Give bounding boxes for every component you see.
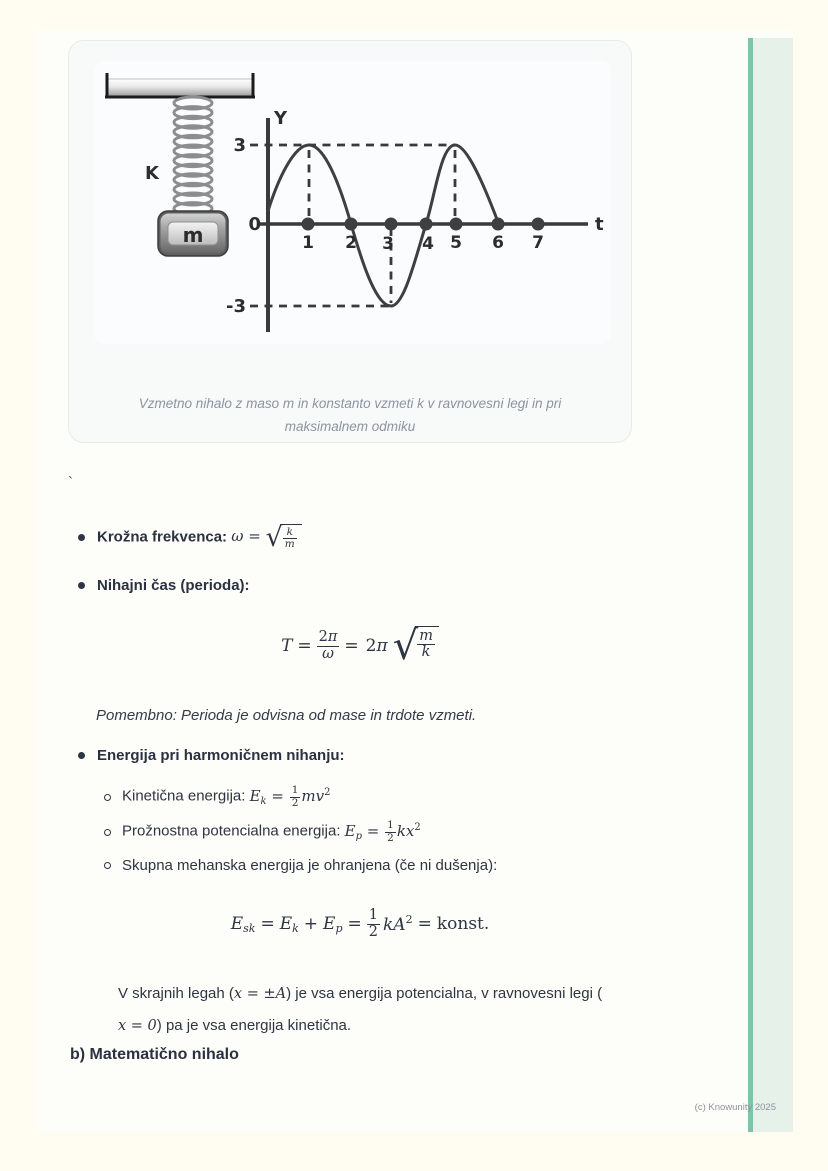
- list-item-label: Krožna frekvenca:: [97, 528, 228, 545]
- math-x-pm-A: x = ±A: [233, 986, 287, 1002]
- math-E: E: [323, 913, 336, 934]
- x-axis-label: t: [595, 214, 604, 235]
- mass-label: m: [182, 223, 204, 247]
- frac-num: k: [286, 525, 293, 538]
- math-equals: =: [266, 787, 289, 805]
- svg-text:3: 3: [382, 234, 394, 254]
- formula-period: [100, 622, 620, 670]
- math-sub: p: [335, 921, 343, 935]
- math-sup: 2: [405, 913, 413, 926]
- spring-mass-graph-svg: [94, 61, 611, 344]
- frac-num: 1: [291, 784, 299, 797]
- math-plus: +: [303, 914, 319, 934]
- svg-text:4: 4: [422, 234, 434, 254]
- math-equals: =: [417, 914, 432, 934]
- math-equals: =: [344, 636, 359, 656]
- spring-coil: [174, 97, 212, 215]
- sublist-item-label: Prožnostna potencialna energija:: [122, 823, 345, 840]
- note-pomembno: Pomembno: Perioda je odvisna od mase in trdote vzmeti.: [96, 707, 477, 724]
- frac-half: [290, 785, 301, 808]
- math-x-0: x = 0: [118, 1018, 157, 1034]
- origin-label: 0: [248, 214, 261, 235]
- bullet-icon: [78, 582, 85, 589]
- svg-text:5: 5: [450, 233, 462, 253]
- radical-sign: √: [265, 521, 283, 553]
- frac-num: 1: [368, 907, 378, 924]
- figure-caption: Vzmetno nihalo z maso m in konstanto vzmeti k v ravnovesni legi in pri maksimalnem odmiku: [138, 396, 562, 434]
- math-body: kx: [396, 822, 415, 840]
- paragraph-energy-positions: [118, 978, 634, 1042]
- math-equals: =: [260, 914, 275, 934]
- sublist-item-kineticna: [104, 785, 330, 809]
- y-max-label: 3: [233, 135, 246, 156]
- heading-matematicno-nihalo: b) Matematično nihalo: [70, 1046, 239, 1063]
- svg-text:2: 2: [345, 233, 357, 253]
- math-T: T: [281, 636, 293, 656]
- stray-character: `: [68, 474, 73, 491]
- svg-text:7: 7: [532, 233, 544, 253]
- math-body: mv: [301, 787, 325, 805]
- frac-num: m: [419, 628, 433, 644]
- frac-half: [367, 908, 380, 939]
- page-accent-bar: [748, 38, 793, 1132]
- bullet-icon: [78, 534, 85, 541]
- spring-constant-label: K: [145, 163, 159, 184]
- svg-text:6: 6: [492, 233, 504, 253]
- math-sqrt: [265, 521, 302, 553]
- list-item-energija: [78, 747, 345, 764]
- list-item-label: Energija pri harmoničnem nihanju:: [97, 747, 345, 764]
- sublist-item-skupna: [104, 857, 497, 874]
- para-text: ) pa je vsa energija kinetična.: [156, 1017, 352, 1034]
- frac-den: m: [284, 537, 295, 550]
- frac-den: 2: [291, 796, 299, 809]
- math-equals: =: [243, 527, 266, 545]
- figure-card: [68, 40, 632, 443]
- svg-text:1: 1: [302, 233, 314, 253]
- sublist-item-proznostna: [104, 820, 421, 844]
- circle-bullet-icon: [104, 862, 111, 869]
- math-sup: 2: [324, 787, 331, 798]
- frac-num: 1: [387, 819, 394, 832]
- frac-2pi-omega: [317, 630, 340, 661]
- pi: π: [376, 636, 388, 656]
- math-sub: k: [292, 921, 299, 935]
- pi: π: [327, 629, 338, 646]
- circle-bullet-icon: [104, 829, 111, 836]
- math-equals: =: [347, 914, 362, 934]
- math-equals: =: [362, 822, 385, 840]
- frac-den: k: [417, 644, 435, 660]
- mass-block: [158, 211, 228, 256]
- math-E: E: [344, 822, 356, 840]
- math-sub: sk: [243, 921, 256, 935]
- frac-den: 2: [368, 923, 378, 940]
- math-E: E: [279, 913, 293, 934]
- math-E: E: [249, 787, 261, 805]
- formula-energy: [100, 902, 620, 946]
- math-equals: =: [297, 636, 312, 656]
- math-sup: 2: [414, 822, 421, 833]
- list-item-krozna-frekvenca: [78, 519, 302, 555]
- math-konst: konst.: [436, 914, 490, 934]
- coef: 2: [365, 636, 377, 656]
- sublist-item-label: Skupna mehanska energija je ohranjena (če ni dušenja):: [122, 857, 498, 874]
- radical-sign: √: [392, 623, 419, 669]
- math-E: E: [230, 913, 244, 934]
- ceiling-bracket: [105, 73, 255, 98]
- y-axis-label: Y: [274, 108, 288, 129]
- para-text: V skrajnih legah (: [118, 985, 234, 1002]
- math-omega: ω: [231, 527, 244, 545]
- math-sub: p: [355, 831, 363, 842]
- math-sqrt: [392, 623, 439, 669]
- math-sub: k: [260, 796, 267, 807]
- frac-half: [385, 820, 396, 843]
- sublist-item-label: Kinetična energija:: [122, 788, 250, 805]
- frac-den: 2: [387, 831, 394, 844]
- bullet-icon: [78, 752, 85, 759]
- y-min-label: -3: [226, 296, 246, 317]
- list-item-label: Nihajni čas (perioda):: [97, 577, 250, 594]
- omega: ω: [317, 646, 340, 662]
- list-item-nihajni-cas: [78, 577, 250, 594]
- coef: 2: [318, 629, 328, 646]
- x-tick-labels: [302, 233, 544, 254]
- math-body: kA: [383, 915, 406, 935]
- footer-copyright: (c) Knowunity 2025: [694, 1102, 776, 1113]
- spring-oscillation-figure: [94, 61, 611, 344]
- para-text: ) je vsa energija potencialna, v ravnovesni legi (: [286, 985, 603, 1002]
- circle-bullet-icon: [104, 794, 111, 801]
